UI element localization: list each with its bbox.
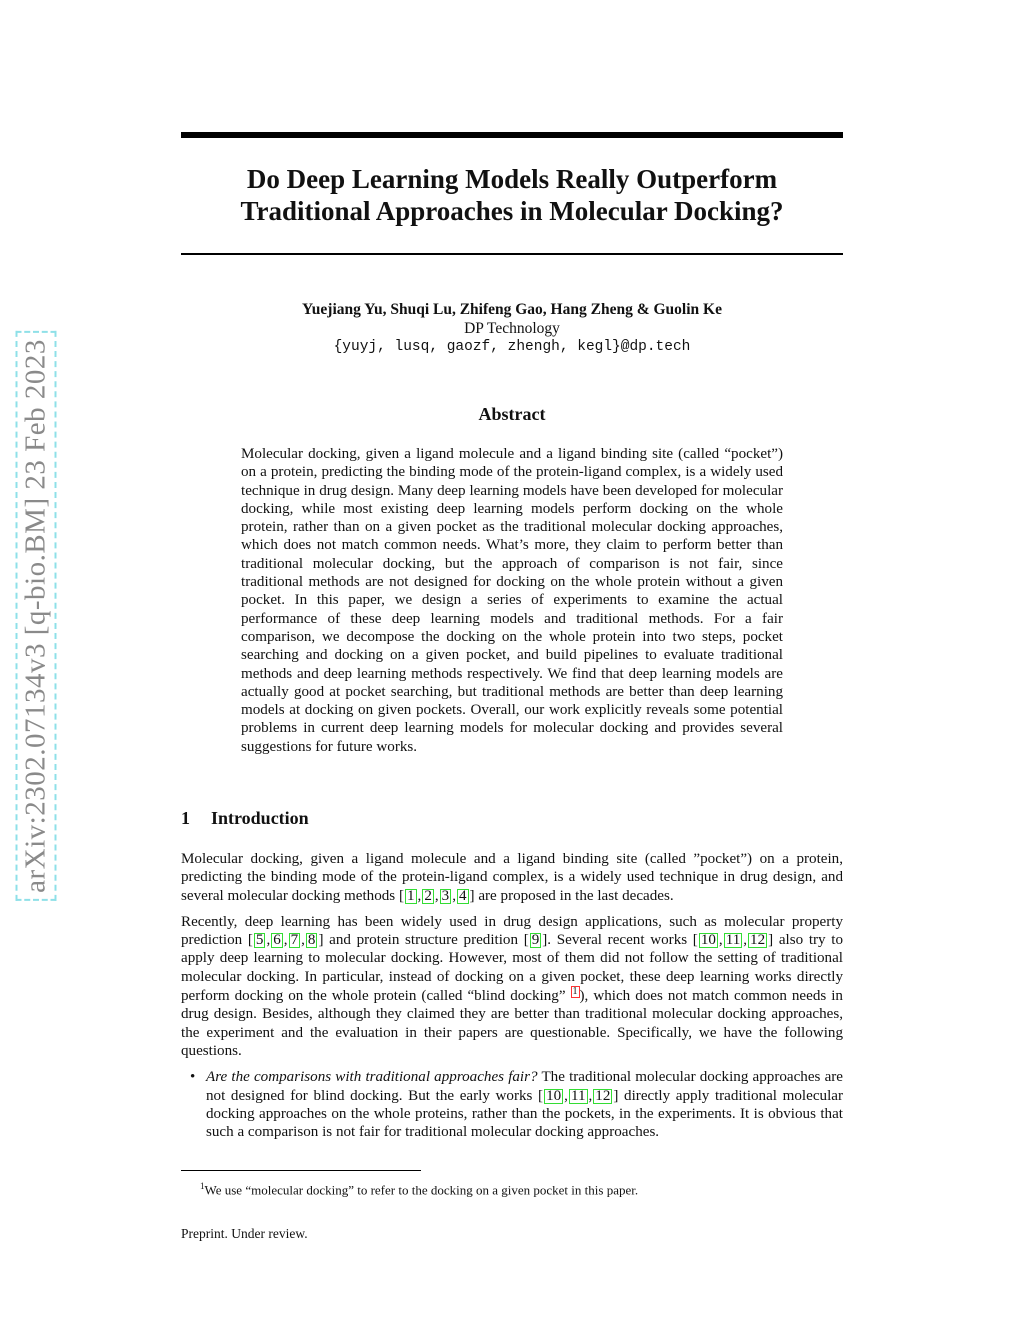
citation-link[interactable]: 12 (595, 1087, 611, 1104)
title-line-2: Traditional Approaches in Molecular Docking? (240, 196, 784, 226)
section-number: 1 (181, 808, 190, 828)
title-rule-top (181, 132, 843, 138)
citation-link[interactable]: 1 (406, 887, 415, 904)
footnote (200, 1178, 840, 1198)
citation-link[interactable]: 8 (307, 932, 316, 949)
bullet-marker: • (190, 1069, 196, 1086)
citation-link[interactable]: 11 (725, 932, 741, 949)
introduction-body (181, 850, 843, 1141)
title-line-1: Do Deep Learning Models Really Outperform (246, 164, 778, 194)
citation-link[interactable]: 11 (570, 1087, 586, 1104)
citation-link[interactable]: 6 (273, 932, 281, 949)
footnote-link[interactable]: 1 (572, 986, 578, 998)
footnote-rule (181, 1170, 421, 1171)
citation-link[interactable]: 5 (255, 932, 264, 949)
citation-link[interactable]: 4 (458, 887, 467, 904)
author-names: Yuejiang Yu, Shuqi Lu, Zhifeng Gao, Hang Zheng & Guolin Ke (302, 301, 722, 318)
section-heading (181, 808, 843, 829)
author-block (181, 300, 843, 357)
abstract-heading: Abstract (478, 404, 546, 424)
abstract-text: Molecular docking, given a ligand molecule and a ligand binding site (called “pocket”) on a protein, predicting the binding mode of the protein-ligand complex, is a widely used technique in drug design. Many deep learning models have been developed for molecular docking, while most existing deep learning models perform docking on the whole protein, rather than on a given pocket as the traditional molecular docking approaches, which does not match common needs. What’s more, they claim to perform better than traditional molecular docking, but the approach of comparison is not fair, since traditional methods are not designed for docking on the whole protein without a given pocket. In this paper, we design a series of experiments to examine the actual performance of these deep learning models and traditional methods. For a fair comparison, we decompose the docking on the whole protein into two steps, pocket searching and docking on a given pocket, and build pipelines to evaluate traditional methods and deep learning methods respectively. We find that deep learning models are actually good at pocket searching, but traditional methods are better than deep learning models at docking on given pockets. Overall, our work explicitly reveals some potential problems in current deep learning models for molecular docking and provides several suggestions for future works. (241, 446, 783, 755)
paper-title (181, 163, 843, 227)
citation-link[interactable]: 12 (750, 932, 766, 949)
section-title: Introduction (211, 808, 309, 828)
paragraph-1: Molecular docking, given a ligand molecule and a ligand binding site (called ”pocket”) on a protein, predicting the binding mode of the protein-ligand complex, is a widely used technique in drug design, and several molecular docking methods [ 1 , 2 , 3 , 4 ] are proposed in the last decades. (181, 851, 843, 904)
arxiv-stamp[interactable]: arXiv:2302.07134v3 [q-bio.BM] 23 Feb 2023 (16, 331, 57, 901)
citation-link[interactable]: 10 (546, 1087, 562, 1104)
citation-link[interactable]: 9 (531, 932, 540, 949)
citation-link[interactable]: 2 (424, 887, 432, 904)
preprint-notice: Preprint. Under review. (181, 1226, 308, 1241)
title-rule-bottom (181, 253, 843, 255)
citation-link[interactable]: 10 (700, 932, 716, 949)
footnote-mark: 1 (200, 1181, 205, 1191)
citation-link[interactable]: 7 (290, 932, 299, 949)
paragraph-2: Recently, deep learning has been widely used in drug design applications, such as molecular property prediction [ 5 , 6 , 7 , 8 ] and protein structure predition [ 9 ]. Several recent works [ 10 , 11 , 12 ] also try to apply deep learning to molecular docking. However, most of them did not follow the setting of traditional molecular docking. In particular, instead of docking on a given pocket, these deep learning works directly perform docking on the whole protein (called “blind docking” 1 ), which does not match common needs in drug design. Besides, although they claimed they are better than traditional molecular docking approaches, the experiment and the evaluation in their papers are questionable. Specifically, we have the following questions. (181, 913, 843, 1059)
bullet-item: • Are the comparisons with traditional approaches fair? The traditional molecular docking approaches are not designed for blind docking. But the early works [ 10 , 11 , 12 ] directly apply traditional molecular docking approaches on the whole proteins, rather than the pockets, in the experiments. It is obvious that such a comparison is not fair for traditional molecular docking approaches. (190, 1069, 844, 1141)
author-email[interactable]: {yuyj, lusq, gaozf, zhengh, kegl}@dp.tech (333, 339, 691, 355)
bullet-question: Are the comparisons with traditional approaches fair? (206, 1069, 538, 1086)
footnote-text: We use “molecular docking” to refer to the docking on a given pocket in this paper. (204, 1182, 639, 1198)
affiliation: DP Technology (464, 320, 560, 337)
citation-link[interactable]: 3 (441, 887, 450, 904)
